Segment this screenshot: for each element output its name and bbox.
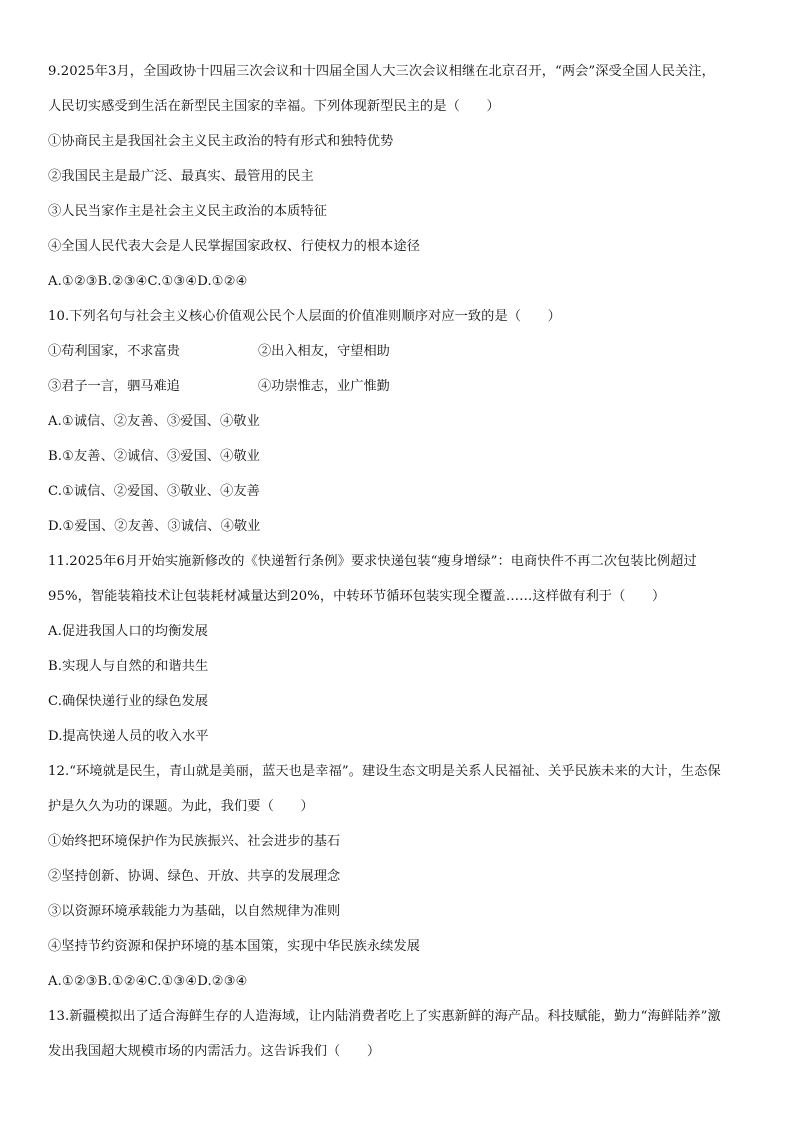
question-13 <box>48 999 760 1069</box>
question-10 <box>48 299 760 544</box>
question-11 <box>48 544 760 754</box>
question-stem: 12.“环境就是民生，青山就是美丽，蓝天也是幸福”。建设生态文明是关系人民福祉、关乎民族未来的大计，生态保 <box>48 764 721 779</box>
quote: ②出入相友，守望相助 <box>258 344 390 359</box>
answer-option: A.①诚信、②友善、③爱国、④敬业 <box>48 414 260 429</box>
quote-row <box>48 334 760 369</box>
answer-option: C.确保快递行业的绿色发展 <box>48 694 209 709</box>
statement: ④全国人民代表大会是人民掌握国家政权、行使权力的根本途径 <box>48 239 421 254</box>
question-stem: 13.新疆模拟出了适合海鲜生存的人造海域，让内陆消费者吃上了实惠新鲜的海产品。科技赋能，勤力“海鲜陆养”激 <box>48 1009 721 1024</box>
question-stem: 10.下列名句与社会主义核心价值观公民个人层面的价值准则顺序对应一致的是（ ） <box>48 309 561 324</box>
question-stem: 11.2025年6月开始实施新修改的《快递暂行条例》要求快递包装“瘦身增绿”：电商快件不再二次包装比例超过 <box>48 554 697 569</box>
answer-option: B.①友善、②诚信、③爱国、④敬业 <box>48 449 261 464</box>
question-stem: 95%，智能装箱技术让包装耗材减量达到20%，中转环节循环包装实现全覆盖……这样做有利于（ ） <box>48 589 666 604</box>
quote-row <box>48 369 760 404</box>
question-9 <box>48 54 760 299</box>
statement: ②我国民主是最广泛、最真实、最管用的民主 <box>48 169 314 184</box>
question-stem: 9.2025年3月，全国政协十四届三次会议和十四届全国人大三次会议相继在北京召开，“两会”深受全国人民关注， <box>48 64 715 79</box>
question-stem: 发出我国超大规模市场的内需活力。这告诉我们（ ） <box>48 1044 381 1059</box>
answer-options: A.①②③B.①②④C.①③④D.②③④ <box>48 974 248 989</box>
exam-page <box>48 54 760 1069</box>
statement: ①协商民主是我国社会主义民主政治的特有形式和独特优势 <box>48 134 394 149</box>
answer-option: C.①诚信、②爱国、③敬业、④友善 <box>48 484 260 499</box>
statement: ②坚持创新、协调、绿色、开放、共享的发展理念 <box>48 869 341 884</box>
quote: ③君子一言，驷马难追 <box>48 379 180 394</box>
answer-option: D.①爱国、②友善、③诚信、④敬业 <box>48 519 261 534</box>
statement: ①始终把环境保护作为民族振兴、社会进步的基石 <box>48 834 341 849</box>
quote: ①苟利国家，不求富贵 <box>48 344 180 359</box>
quote: ④功崇惟志，业广惟勤 <box>258 379 390 394</box>
answer-option: B.实现人与自然的和谐共生 <box>48 659 209 674</box>
statement: ③人民当家作主是社会主义民主政治的本质特征 <box>48 204 328 219</box>
answer-option: A.促进我国人口的均衡发展 <box>48 624 209 639</box>
question-stem: 人民切实感受到生活在新型民主国家的幸福。下列体现新型民主的是（ ） <box>48 99 500 114</box>
statement: ④坚持节约资源和保护环境的基本国策，实现中华民族永续发展 <box>48 939 421 954</box>
answer-options: A.①②③B.②③④C.①③④D.①②④ <box>48 274 248 289</box>
question-12 <box>48 754 760 999</box>
statement: ③以资源环境承载能力为基础，以自然规律为准则 <box>48 904 341 919</box>
answer-option: D.提高快递人员的收入水平 <box>48 729 209 744</box>
question-stem: 护是久久为功的课题。为此，我们要（ ） <box>48 799 314 814</box>
